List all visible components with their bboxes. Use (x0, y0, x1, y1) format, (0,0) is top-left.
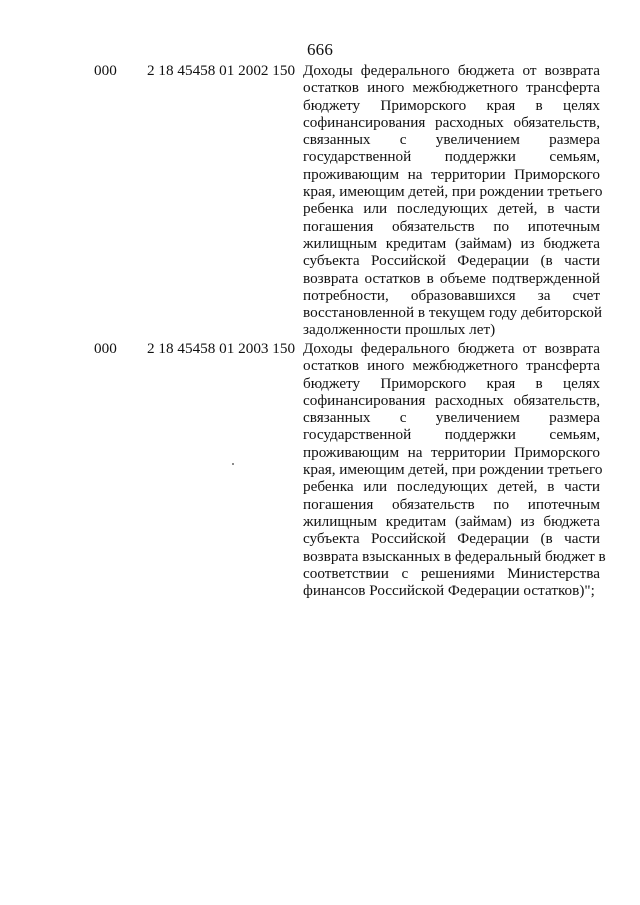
description-line: остатков иного межбюджетного трансферта (303, 79, 600, 97)
description-line: государственной поддержки семьям, (303, 426, 600, 444)
scan-speck (232, 463, 234, 465)
income-description (303, 62, 603, 339)
description-line: Доходы федерального бюджета от возврата (303, 62, 600, 79)
description-line: погашения обязательств по ипотечным (303, 217, 600, 235)
description-line: софинансирования расходных обязательств, (303, 113, 600, 131)
description-line: субъекта Российской Федерации (в части (303, 530, 600, 548)
description-line: ребенка или последующих детей, в части (303, 478, 600, 496)
income-description (303, 340, 606, 600)
description-line: остатков иного межбюджетного трансферта (303, 357, 600, 375)
description-line: проживающим на территории Приморского (303, 443, 600, 461)
admin-code: 000 (94, 340, 117, 357)
description-line: жилищным кредитам (займам) из бюджета (303, 512, 600, 530)
classification-code: 2 18 45458 01 2003 150 (147, 340, 296, 357)
description-line: возврата взысканных в федеральный бюджет в (303, 547, 606, 565)
description-line: Доходы федерального бюджета от возврата (303, 340, 600, 357)
description-line: жилищным кредитам (займам) из бюджета (303, 234, 600, 252)
description-line: софинансирования расходных обязательств, (303, 391, 600, 409)
description-line: связанных с увеличением размера (303, 409, 600, 427)
classification-code: 2 18 45458 01 2002 150 (147, 62, 296, 79)
description-line: субъекта Российской Федерации (в части (303, 252, 600, 270)
description-line: восстановленной в текущем году дебиторской (303, 304, 602, 322)
description-line: погашения обязательств по ипотечным (303, 495, 600, 513)
description-line: бюджету Приморского края в целях (303, 374, 600, 392)
description-line: возврата остатков в объеме подтвержденной (303, 269, 600, 287)
description-line: потребности, образовавшихся за счет (303, 286, 600, 304)
description-line: бюджету Приморского края в целях (303, 96, 600, 114)
description-line: задолженности прошлых лет) (303, 321, 496, 339)
description-line: соответствии с решениями Министерства (303, 564, 600, 582)
description-line: проживающим на территории Приморского (303, 165, 600, 183)
description-line: края, имеющим детей, при рождении третьего (303, 183, 603, 201)
description-line: края, имеющим детей, при рождении третьего (303, 461, 603, 479)
admin-code: 000 (94, 62, 117, 79)
description-line: связанных с увеличением размера (303, 131, 600, 149)
description-line: ребенка или последующих детей, в части (303, 200, 600, 218)
page-number: 666 (306, 40, 334, 59)
description-line: государственной поддержки семьям, (303, 148, 600, 166)
description-line: финансов Российской Федерации остатков)"; (303, 582, 595, 600)
